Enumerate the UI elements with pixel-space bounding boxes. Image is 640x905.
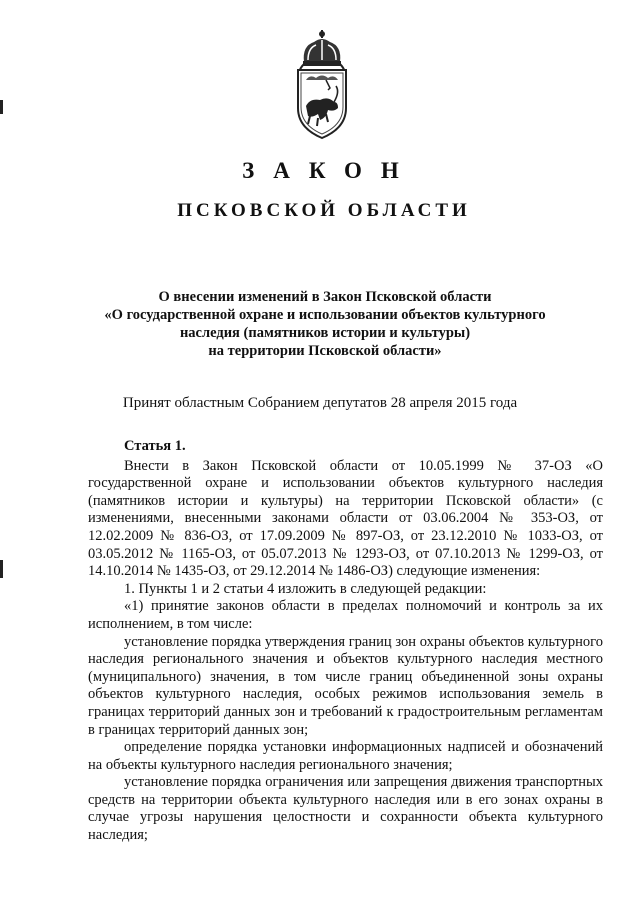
title-line: О внесении изменений в Закон Псковской области [158, 289, 492, 305]
article-body [88, 438, 603, 845]
article-paragraph: Внести в Закон Псковской области от 10.05.1999 № 37-ОЗ «О государственной охране и использовании объектов культурного наследия (памятников истории и культуры) на территории Псковской области» (с изменениями, внесенными законами области от 03.06.2004 № 353-ОЗ, от 12.02.2009 № 836-ОЗ, от 17.09.2009 № 897-ОЗ, от 23.12.2010 № 1033-ОЗ, от 03.05.2012 № 1165-ОЗ, от 05.07.2013 № 1293-ОЗ, от 07.10.2013 № 1299-ОЗ, от 14.10.2014 № 1435-ОЗ, от 29.12.2014 № 1486-ОЗ) следующие изменения: [88, 457, 603, 580]
adoption-note: Принят областным Собранием депутатов 28 апреля 2015 года [122, 395, 518, 411]
article-paragraph: установление порядка ограничения или запрещения движения транспортных средств на территории объекта культурного наследия или в его зонах охраны в случае угрозы нарушения целостности и сохранности объекта культурного наследия; [88, 774, 603, 844]
article-heading: Статья 1. [124, 438, 186, 454]
title-line: наследия (памятников истории и культуры) [179, 325, 471, 341]
article-paragraph: определение порядка установки информационных надписей и обозначений на объекты культурного наследия регионального значения; [88, 739, 603, 773]
scan-edge-mark [0, 100, 3, 114]
title-line: «О государственной охране и использовании объектов культурного [104, 307, 546, 323]
title-line: на территории Псковской области» [208, 343, 442, 359]
scan-edge-mark [0, 560, 3, 578]
article-paragraph: «1) принятие законов области в пределах полномочий и контроль за их исполнением, в том числе: [88, 598, 603, 632]
article-paragraph: 1. Пункты 1 и 2 статьи 4 изложить в следующей редакции: [124, 580, 487, 597]
article-paragraph: установление порядка утверждения границ зон охраны объектов культурного наследия регионального значения и объектов культурного наследия местного (муниципального) значения, в том числе границ объединенной зоны охраны объектов культурного наследия, особых режимов использования земель в границах территорий данных зон и требований к градостроительным регламентам в границах территорий данных зон; [88, 633, 603, 738]
document-title [90, 288, 560, 360]
coat-of-arms-icon [290, 28, 354, 140]
law-heading: ЗАКОН [242, 158, 418, 183]
region-heading: ПСКОВСКОЙ ОБЛАСТИ [177, 200, 471, 221]
